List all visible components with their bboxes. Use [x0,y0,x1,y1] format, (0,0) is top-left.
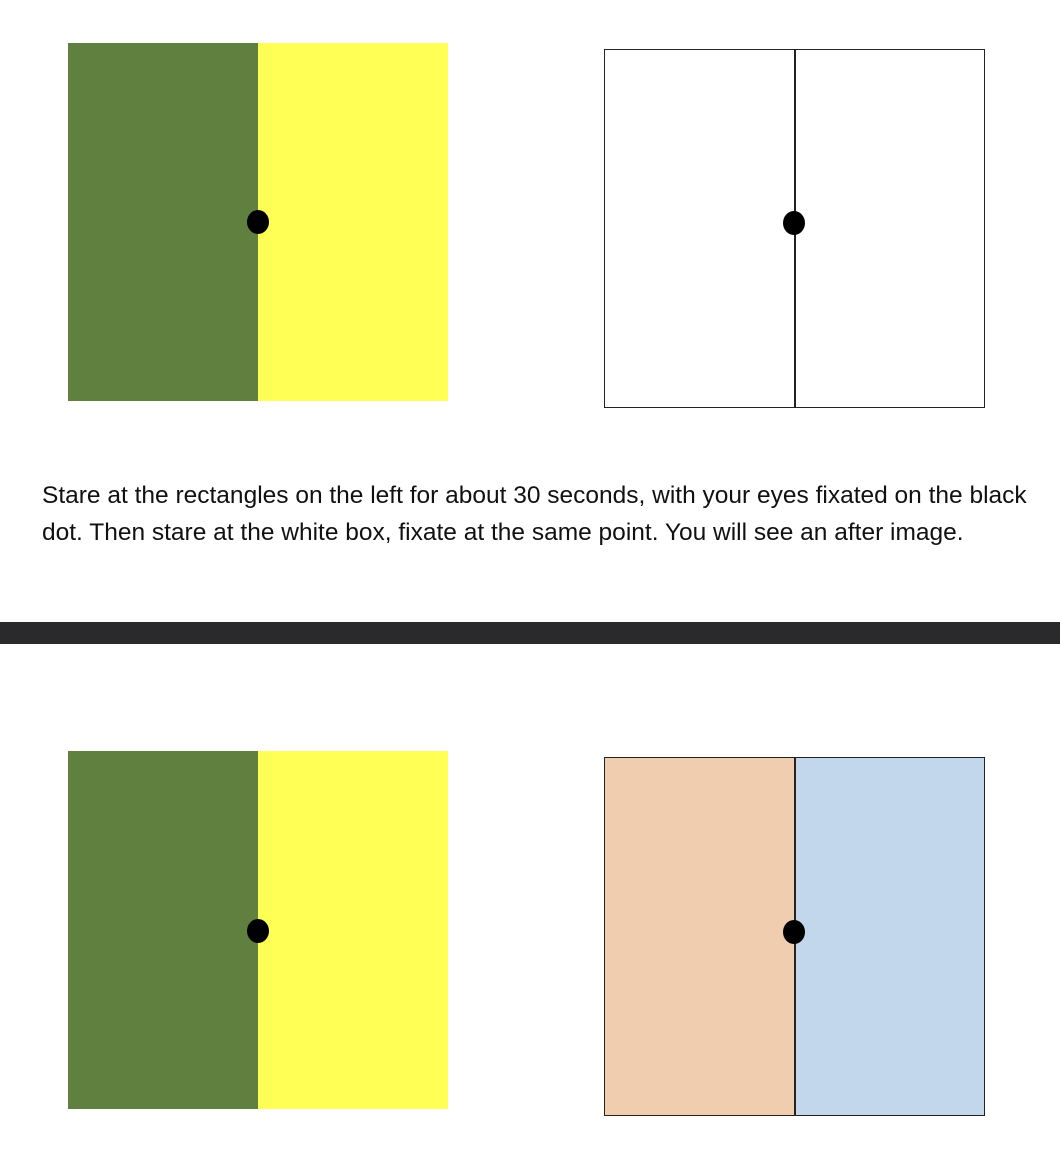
fixation-dot [247,919,269,943]
yellow-rectangle [258,43,448,401]
green-rectangle [68,751,258,1109]
yellow-rectangle [258,751,448,1109]
fixation-dot [783,920,805,944]
peach-afterimage-half [605,758,795,1115]
white-right-half [795,50,985,407]
white-test-box [604,49,985,408]
section-separator [0,622,1060,644]
fixation-dot [783,211,805,235]
green-rectangle [68,43,258,401]
fixation-dot [247,210,269,234]
afterimage-box [604,757,985,1116]
white-left-half [605,50,795,407]
stimulus-panel-bottom [68,751,448,1109]
instructions-text: Stare at the rectangles on the left for about 30 seconds, with your eyes fixated on the black dot. Then stare at the white box, fixate at the same point. You will see an after image. [42,482,1027,546]
stimulus-panel-top [68,43,448,401]
blue-afterimage-half [795,758,985,1115]
